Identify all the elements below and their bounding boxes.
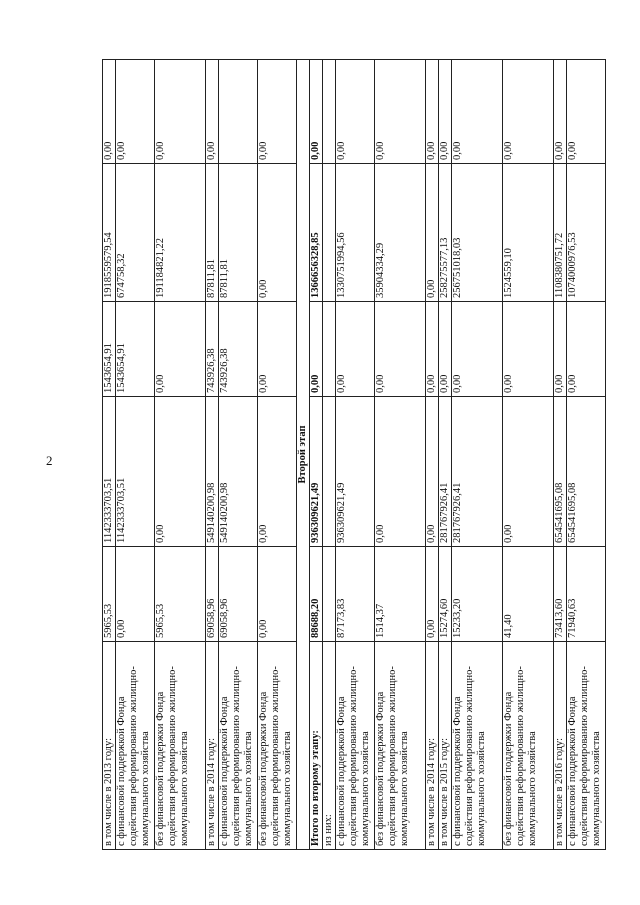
value-cell [323, 164, 336, 302]
value-cell: 0,00 [503, 397, 554, 547]
value-cell: 0,00 [554, 302, 567, 397]
table-row [503, 60, 554, 850]
row-label: с финансовой поддержкой Фонда содействия реформированию жилищно-коммунального хозяйства [116, 642, 155, 850]
value-cell: 1524559,10 [503, 164, 554, 302]
table-row [103, 60, 116, 850]
value-cell: 281767926,41 [439, 397, 452, 547]
value-cell: 0,00 [310, 302, 323, 397]
value-cell: 0,00 [567, 60, 606, 164]
row-label: без финансовой поддержки Фонда содействия реформированию жилищно-коммунального хозяйства [258, 642, 297, 850]
row-label: с финансовой поддержкой Фонда содействия реформированию жилищно-коммунального хозяйства [336, 642, 375, 850]
value-cell: 1142333703,51 [103, 397, 116, 547]
table-row [116, 60, 155, 850]
value-cell: 5965,53 [155, 547, 206, 642]
value-cell: 674758,32 [116, 164, 155, 302]
page-number: 2 [46, 453, 53, 468]
rotated-table-container [102, 60, 628, 850]
value-cell: 0,00 [375, 302, 426, 397]
value-cell: 549140200,98 [219, 397, 258, 547]
value-cell: 281767926,41 [452, 397, 503, 547]
value-cell: 0,00 [336, 60, 375, 164]
value-cell: 1543654,91 [116, 302, 155, 397]
value-cell: 654541695,08 [554, 397, 567, 547]
value-cell: 1514,37 [375, 547, 426, 642]
value-cell: 0,00 [155, 60, 206, 164]
value-cell: 0,00 [375, 60, 426, 164]
table-row [310, 60, 323, 850]
table-row [258, 60, 297, 850]
row-label: с финансовой поддержкой Фонда содействия реформированию жилищно-коммунального хозяйства [567, 642, 606, 850]
value-cell: 0,00 [426, 302, 439, 397]
value-cell: 0,00 [258, 60, 297, 164]
table-row [439, 60, 452, 850]
value-cell: 0,00 [439, 302, 452, 397]
value-cell: 0,00 [554, 60, 567, 164]
row-label: в том числе в 2013 году: [103, 642, 116, 850]
value-cell: 0,00 [452, 60, 503, 164]
value-cell: 35904334,29 [375, 164, 426, 302]
table-row [206, 60, 219, 850]
row-label: без финансовой поддержки Фонда содействия реформированию жилищно-коммунального хозяйства [155, 642, 206, 850]
housing-program-table [102, 59, 606, 850]
row-label: в том числе в 2014 году: [426, 642, 439, 850]
row-label: в том числе в 2016 году: [554, 642, 567, 850]
value-cell: 743926,38 [219, 302, 258, 397]
value-cell: 1108380751,72 [554, 164, 567, 302]
value-cell: 0,00 [258, 164, 297, 302]
value-cell: 0,00 [155, 397, 206, 547]
value-cell: 0,00 [336, 302, 375, 397]
table-row [336, 60, 375, 850]
row-label: в том числе в 2015 году: [439, 642, 452, 850]
value-cell: 1142333703,51 [116, 397, 155, 547]
value-cell: 5965,53 [103, 547, 116, 642]
value-cell [323, 302, 336, 397]
value-cell [323, 547, 336, 642]
table-row [323, 60, 336, 850]
table-row [452, 60, 503, 850]
value-cell: 0,00 [426, 60, 439, 164]
value-cell: 258275577,13 [439, 164, 452, 302]
value-cell: 0,00 [503, 60, 554, 164]
value-cell: 41,40 [503, 547, 554, 642]
value-cell: 191184821,22 [155, 164, 206, 302]
table-row [219, 60, 258, 850]
value-cell: 71940,63 [567, 547, 606, 642]
row-label: из них: [323, 642, 336, 850]
row-label: Итого по второму этапу: [310, 642, 323, 850]
row-label: в том числе в 2014 году: [206, 642, 219, 850]
value-cell: 1074000976,53 [567, 164, 606, 302]
value-cell: 0,00 [103, 60, 116, 164]
table-row [155, 60, 206, 850]
section-header-row [297, 60, 310, 850]
value-cell: 87173,83 [336, 547, 375, 642]
table-row [567, 60, 606, 850]
value-cell: 1918559579,54 [103, 164, 116, 302]
value-cell: 0,00 [426, 164, 439, 302]
value-cell [219, 60, 258, 164]
value-cell: 87811,81 [206, 164, 219, 302]
value-cell: 0,00 [155, 302, 206, 397]
section-title: Второй этап [297, 60, 310, 850]
value-cell: 0,00 [375, 397, 426, 547]
value-cell: 0,00 [258, 547, 297, 642]
value-cell: 15274,60 [439, 547, 452, 642]
value-cell: 0,00 [426, 547, 439, 642]
value-cell: 0,00 [567, 302, 606, 397]
table-row [554, 60, 567, 850]
value-cell: 654541695,08 [567, 397, 606, 547]
table-row [426, 60, 439, 850]
value-cell: 0,00 [439, 60, 452, 164]
value-cell: 743926,38 [206, 302, 219, 397]
value-cell: 0,00 [258, 397, 297, 547]
value-cell: 0,00 [116, 547, 155, 642]
value-cell: 936309621,49 [336, 397, 375, 547]
value-cell: 69058,96 [219, 547, 258, 642]
value-cell: 0,00 [452, 302, 503, 397]
row-label: с финансовой поддержкой Фонда содействия реформированию жилищно-коммунального хозяйства [452, 642, 503, 850]
value-cell: 0,00 [116, 60, 155, 164]
value-cell: 1543654,91 [103, 302, 116, 397]
row-label: без финансовой поддержки Фонда содействия реформированию жилищно-коммунального хозяйства [375, 642, 426, 850]
row-label: с финансовой поддержкой Фонда содействия реформированию жилищно-коммунального хозяйства [219, 642, 258, 850]
value-cell: 88688,20 [310, 547, 323, 642]
value-cell: 69058,96 [206, 547, 219, 642]
row-label: без финансовой поддержки Фонда содействия реформированию жилищно-коммунального хозяйства [503, 642, 554, 850]
value-cell: 549140200,98 [206, 397, 219, 547]
value-cell: 1330751994,56 [336, 164, 375, 302]
table-row [375, 60, 426, 850]
value-cell [323, 60, 336, 164]
value-cell [323, 397, 336, 547]
value-cell: 0,00 [258, 302, 297, 397]
value-cell: 0,00 [206, 60, 219, 164]
value-cell: 15233,20 [452, 547, 503, 642]
value-cell: 0,00 [503, 302, 554, 397]
value-cell: 256751018,03 [452, 164, 503, 302]
value-cell: 87811,81 [219, 164, 258, 302]
value-cell: 0,00 [426, 397, 439, 547]
value-cell: 0,00 [310, 60, 323, 164]
value-cell: 1366656328,85 [310, 164, 323, 302]
value-cell: 73413,60 [554, 547, 567, 642]
value-cell: 936309621,49 [310, 397, 323, 547]
